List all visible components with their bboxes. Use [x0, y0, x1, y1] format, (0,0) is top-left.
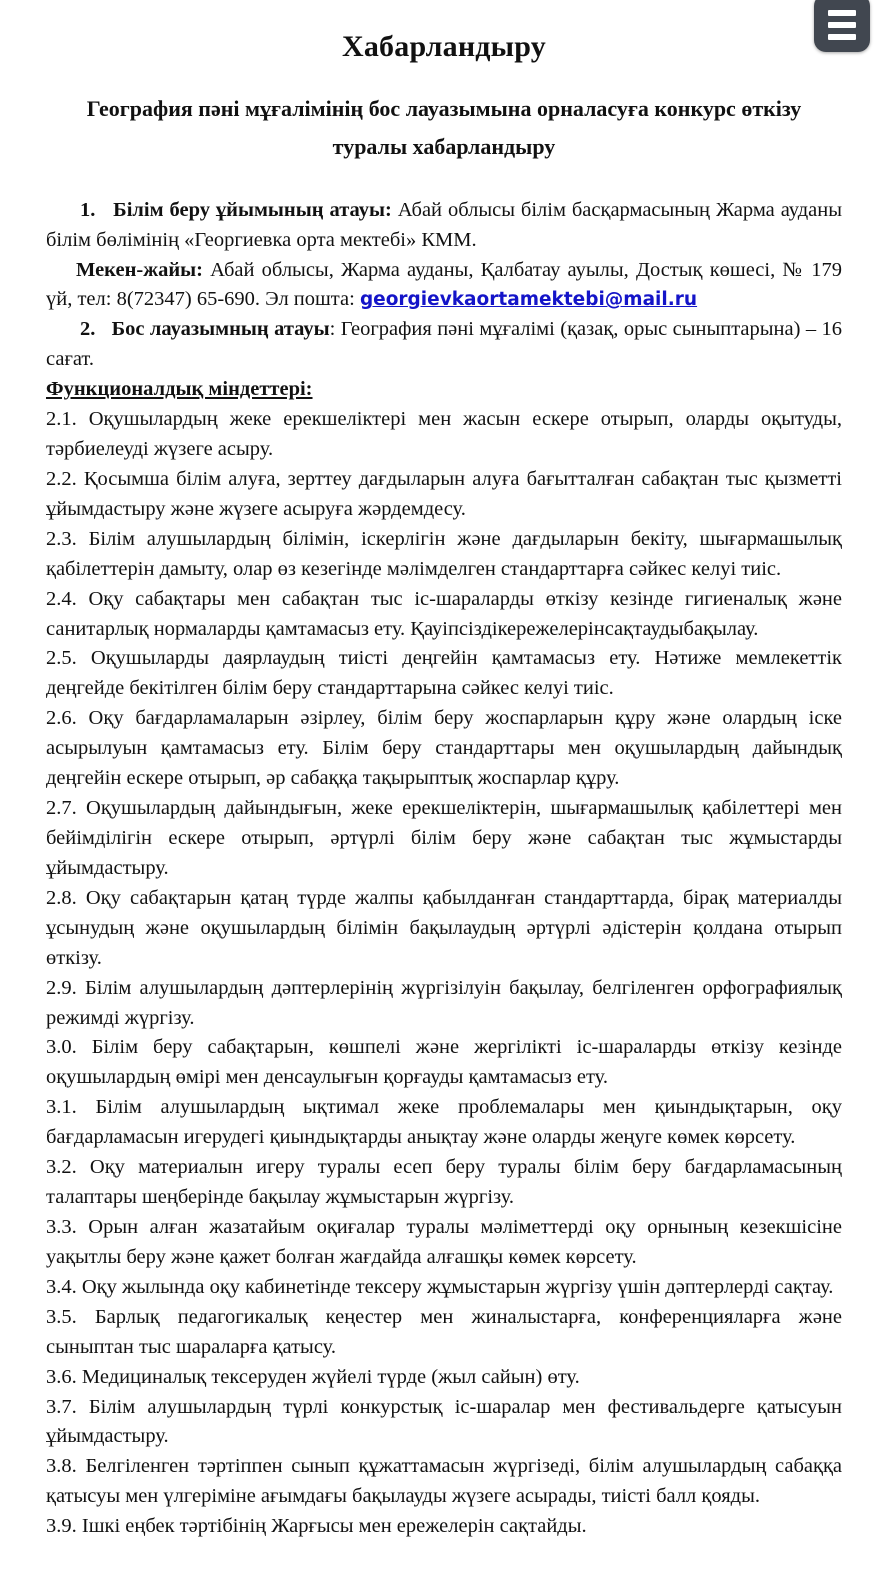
hamburger-bar-2 — [828, 22, 856, 28]
hamburger-bar-3 — [828, 34, 856, 40]
duty-item: 3.5. Барлық педагогикалық кеңестер мен жиналыстарға, конференцияларға және сыныптан тыс шараларға қатысу. — [46, 1305, 842, 1358]
item-1-number: 1. — [80, 198, 96, 221]
item-2-number: 2. — [80, 318, 96, 341]
duty-item: 3.8. Белгіленген тәртіппен сынып құжаттамасын жүргізеді, білім алушылардың сабаққа қатысуы мен үлгеріміне ағымдағы бақылауды жүзеге асырады, тиісті балл қояды. — [46, 1455, 842, 1508]
hamburger-menu-button[interactable] — [814, 0, 870, 52]
item-1-label: Білім беру ұйымының атауы: — [113, 198, 392, 221]
duty-item: 3.1. Білім алушылардың ықтимал жеке проблемалары мен қиындықтарын, оқу бағдарламасын игерудегі қиындықтарды анықтау және оларды жеңуге көмек көрсету. — [46, 1096, 842, 1149]
duty-item: 3.2. Оқу материалын игеру туралы есеп беру туралы білім беру бағдарламасының талаптары шеңберінде бақылау жұмыстарын жүргізу. — [46, 1156, 842, 1209]
duties-heading — [46, 375, 842, 405]
duty-item: 2.6. Оқу бағдарламаларын әзірлеу, білім беру жоспарларын құру және олардың іске асырылуын қамтамасыз ету. Білім беру стандарттары мен оқушылардың дайындық деңгейін ескере отырып, әр сабаққа тақырыптық жоспарлар құру. — [46, 707, 842, 790]
duty-item: 3.7. Білім алушылардың түрлі конкурстық іс-шаралар мен фестивальдерге қатысуын ұйымдастыру. — [46, 1395, 842, 1448]
item-1-paragraph — [46, 196, 842, 256]
duty-item: 2.4. Оқу сабақтары мен сабақтан тыс іс-шараларды өткізу кезінде гигиеналық және санитарлық нормаларды қамтамасыз ету. Қауіпсіздікережелерінсақтаудыбақылау. — [46, 587, 842, 640]
duty-item: 2.8. Оқу сабақтарын қатаң түрде жалпы қабылданған стандарттарда, бірақ материалды ұсынудың және оқушылардың білімін бақылаудың әртүрлі әдістерін қолдана отырып өткізу. — [46, 886, 842, 969]
item-2-value: : География пәні мұғалімі (қазақ, орыс сыныптарына) – 16 сағат. — [46, 318, 842, 371]
duty-item: 2.9. Білім алушылардың дәптерлерінің жүргізілуін бақылау, белгіленген орфографиялық режимді жүргізу. — [46, 976, 842, 1029]
item-2-spacer — [95, 318, 111, 340]
address-paragraph — [46, 256, 842, 316]
document-body — [46, 196, 842, 1542]
item-1-spacer — [95, 199, 113, 221]
duty-item: 2.1. Оқушылардың жеке ерекшеліктері мен жасын ескере отырып, оларды оқытуды, тәрбиелеуді жүзеге асыру. — [46, 408, 842, 461]
duty-item: 3.4. Оқу жылында оқу кабинетінде тексеру жұмыстарын жүргізу үшін дәптерлерді сақтау. — [46, 1275, 834, 1298]
page-title: Хабарландыру — [341, 30, 546, 63]
duty-item: 2.7. Оқушылардың дайындығын, жеке ерекшеліктерін, шығармашылық қабілеттері мен бейімділігін ескере отырып, әртүрлі білім беру және сабақтан тыс жұмыстарды ұйымдастыру. — [46, 797, 842, 879]
duty-item: 3.9. Ішкі еңбек тәртібінің Жарғысы мен ережелерін сақтайды. — [46, 1515, 587, 1538]
item-2-label: Бос лауазымның атауы — [111, 318, 330, 341]
address-value: Абай облысы, Жарма ауданы, Қалбатау ауылы, Достық көшесі, № 179 үй, тел: 8(72347) 65-690. Эл пошта: — [46, 258, 842, 311]
duties-heading-text: Функционалдық міндеттері: — [46, 378, 313, 401]
duty-item: 2.2. Қосымша білім алуға, зерттеу дағдыларын алуға бағытталған сабақтан тыс қызметті ұйымдастыру және жүзеге асыруға жәрдемдесу. — [46, 467, 842, 520]
duty-item: 2.3. Білім алушылардың білімін, іскерлігін және дағдыларын бекіту, шығармашылық қабілеттерін дамыту, олар өз кезегінде мәлімделген стандарттарға сәйкес келуі тиіс. — [46, 527, 842, 580]
duty-item: 3.0. Білім беру сабақтарын, көшпелі және жергілікті іс-шараларды өткізу кезінде оқушылардың өмірі мен денсаулығын қорғауды қамтамасыз ету. — [46, 1036, 842, 1089]
email-link[interactable]: georgievkaortamektebi@mail.ru — [359, 289, 698, 311]
duties-list — [46, 405, 842, 1542]
duty-item: 3.3. Орын алған жазатайым оқиғалар туралы мәліметтерді оқу орнының кезекшісіне уақытлы беру және қажет болған жағдайда алғашқы көмек көрсету. — [46, 1216, 842, 1268]
page-subtitle: География пәні мұғалімінің бос лауазымына орналасуға конкурс өткізу туралы хабарландыру — [86, 96, 802, 159]
duty-item: 3.6. Медициналық тексеруден жүйелі түрде (жыл сайын) өту. — [46, 1365, 580, 1388]
item-2-paragraph — [46, 315, 842, 375]
item-1-value: Абай облысы білім басқармасының Жарма ауданы білім бөлімінің «Георгиевка орта мектебі» КММ. — [46, 198, 842, 251]
duty-item: 2.5. Оқушыларды даярлаудың тиісті деңгейін қамтамасыз ету. Нәтиже мемлекеттік деңгейде бекітілген білім беру стандарттарына сәйкес келуі тиіс. — [46, 647, 842, 700]
address-label: Мекен-жайы: — [76, 258, 203, 281]
hamburger-bar-1 — [828, 10, 856, 16]
